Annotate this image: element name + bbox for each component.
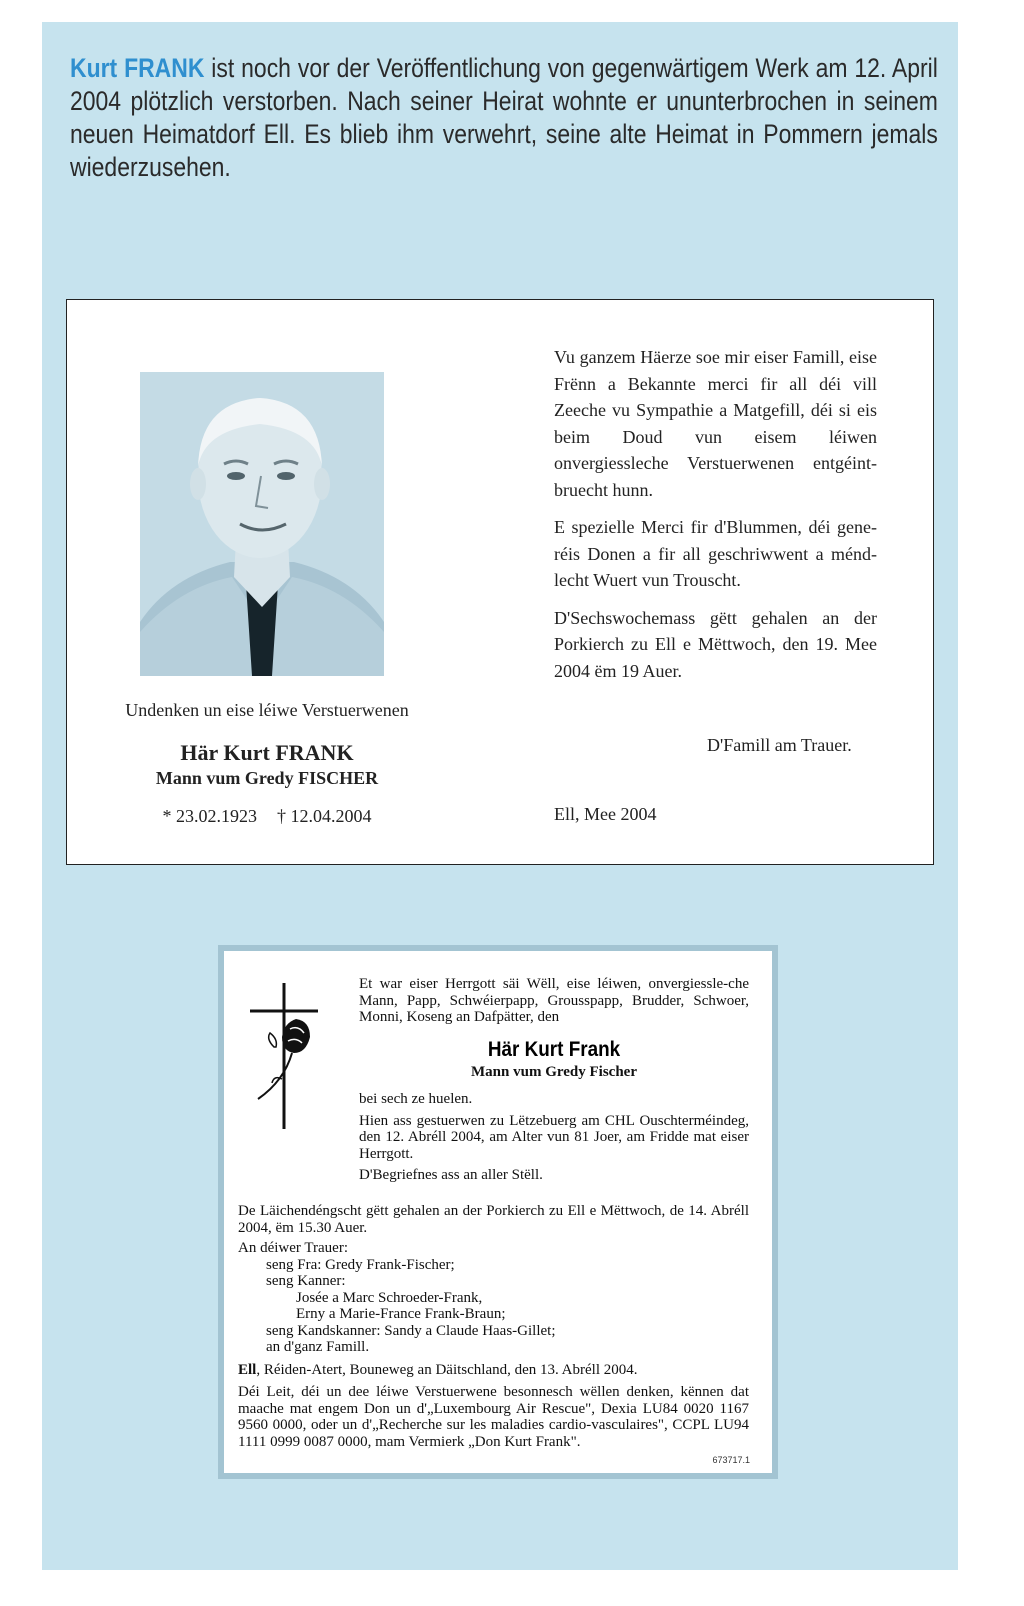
thank-you-card [66,299,934,865]
thanks-paragraph: E spezielle Merci fir d'Blummen, déi gene-réis Donen a fir all geschriwwent a ménd-lecht Wuert vun Trouscht. [554,517,877,590]
notice-name: Här Kurt Frank [487,1038,621,1061]
mourner: seng Kandskanner: Sandy a Claude Haas-Gillet; [266,1322,556,1339]
thanks-paragraph: D'Sechswochemass gëtt gehalen an der Porkierch zu Ell e Mëttwoch, den 19. Mee 2004 ëm 19 Auer. [554,607,877,681]
thanks-paragraph: Vu ganzem Häerze soe mir eiser Famill, eise Frënn a Bekannte merci fir all déi vill Zeeche vu Sympathie a Matgefill, déi si eis beim Doud vun eisem léiwen onvergiessleche Verstuerwenen entgéint-bruecht hunn. [554,347,877,500]
memorial-label: Undenken un eise léiwe Verstuerwenen [125,700,409,720]
mourning-title: An déiwer Trauer: [238,1240,348,1256]
notice-paragraph: D'Begriefnes ass an aller Stëll. [359,1167,543,1183]
mourner: Josée a Marc Schroeder-Frank, [296,1289,483,1306]
birth-date: * 23.02.1923 [162,806,257,826]
funeral-service: De Läichendéngscht gëtt gehalen an der Porkierch zu Ell e Mëttwoch, de 14. Abréll 2004, ëm 15.30 Auer. [238,1203,749,1236]
notice-details [359,1091,749,1189]
notice-spouse: Mann vum Gredy Fischer [471,1064,637,1080]
death-notice [218,945,778,1479]
notice-paragraph: bei sech ze huelen. [359,1091,473,1107]
notice-place-bold: Ell [238,1361,257,1378]
thanks-text [554,344,877,695]
portrait-photo [140,372,384,676]
spouse-line: Mann vum Gredy FISCHER [155,768,379,788]
donation-text: Déi Leit, déi un dee léiwe Verstuerwene besonnesch wëllen denken, kënnen dat maache mat engem Don un d'„Luxembourg Air Rescue", Dexia LU84 0020 1167 9560 0000, oder un d'„Recherche sur les maladies cardio-vasculaires", CCPL LU94 1111 0999 0087 0000, mam Vermierk „Don Kurt Frank". [238,1384,749,1450]
notice-intro: Et war eiser Herrgott säi Wëll, eise léiwen, onvergiessle-che Mann, Papp, Schwéierpapp, Grousspapp, Brudder, Schwoer, Monni, Koseng an Dafpätter, den [359,976,749,1025]
mourner: seng Fra: Gredy Frank-Fischer; [266,1256,455,1273]
place-date: Ell, Mee 2004 [554,804,657,824]
notice-paragraph: Hien ass gestuerwen zu Lëtzebuerg am CHL Ouschterméindeg, den 12. Abréll 2004, am Alter vun 81 Joer, am Fridde mat eiser Herrgott. [359,1112,749,1162]
notice-body [238,1203,749,1450]
cross-rose-icon [244,981,324,1131]
intro-name: Kurt FRANK [70,53,205,83]
notice-place-rest: , Réiden-Atert, Bouneweg an Däitschland, den 13. Abréll 2004. [256,1361,638,1378]
death-date: † 12.04.2004 [277,806,372,826]
family-signature: D'Famill am Trauer. [707,735,852,755]
notice-place [238,1362,749,1379]
intro-text: ist noch vor der Veröffentlichung von gegenwärtigem Werk am 12. April 2004 plötzlich verstorben. Nach seiner Heirat wohnte er ununterbrochen in seinem neuen Heimatdorf Ell. Es blieb ihm verwehrt, seine alte Heimat in Pommern jemals wiederzusehen. [70,53,938,182]
mourner: seng Kanner: [266,1273,346,1289]
reference-number: 673717.1 [712,1455,750,1465]
page-panel [42,22,958,1570]
intro-paragraph [70,52,938,184]
mourner: an d'ganz Famill. [266,1339,370,1355]
mourner: Erny a Marie-France Frank-Braun; [296,1306,506,1322]
deceased-name: Här Kurt FRANK [180,740,354,765]
life-dates [127,806,407,827]
